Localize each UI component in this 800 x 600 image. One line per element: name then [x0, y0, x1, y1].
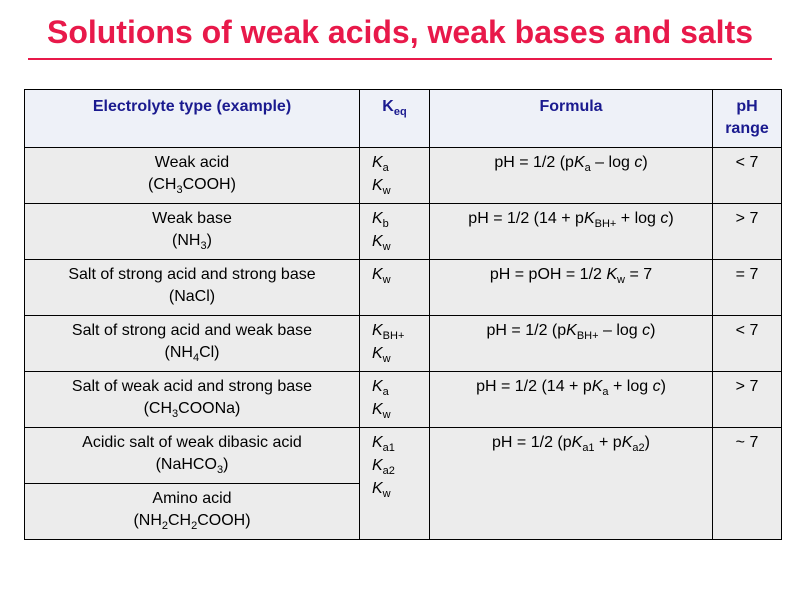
ph-range-cell: > 7 [713, 372, 782, 428]
keq-cell: $K_b$ $K_w$ [360, 204, 430, 260]
electrolyte-cell [25, 316, 360, 372]
table-row [25, 148, 782, 204]
table-row [25, 204, 782, 260]
table-header-row [25, 90, 782, 148]
ph-range-cell: ~ 7 [713, 428, 782, 540]
header-ph: pH [736, 98, 758, 115]
page-title: Solutions of weak acids, weak bases and salts [46, 14, 754, 50]
ph-range-cell: < 7 [713, 316, 782, 372]
keq-cell: $K_{a1}$ $K_{a2}$ $K_w$ [360, 428, 430, 540]
electrolyte-type: Weak acid [154, 154, 230, 171]
keq-cell: $K_a$ $K_w$ [360, 148, 430, 204]
formula-cell: pH = 1/2 $(14 + pK_{BH+} + \log c)$ [430, 204, 713, 260]
electrolyte-example: $(NH_2CH_2COOH)$ [133, 512, 251, 532]
electrolyte-type: Salt of weak acid and strong base [71, 378, 313, 395]
electrolyte-type: Salt of strong acid and strong base [68, 266, 316, 283]
formula-cell: pH = 1/2 $(pK_{a1} + pK_{a2})$ [430, 428, 713, 540]
electrolyte-example: $(NH_3)$ [172, 232, 212, 252]
electrolyte-type: Amino acid [152, 490, 232, 507]
electrolyte-cell [25, 428, 360, 484]
electrolyte-example: (NaCl) [168, 288, 216, 305]
ph-range-cell: = 7 [713, 260, 782, 316]
table-row [25, 260, 782, 316]
keq-cell: $K_{BH+}$ $K_w$ [360, 316, 430, 372]
electrolyte-cell [25, 148, 360, 204]
electrolyte-example: $(CH_3COONa)$ [143, 400, 241, 420]
electrolyte-example: $(NH_4Cl)$ [164, 344, 220, 364]
header-formula: Formula [430, 90, 713, 148]
formula-cell: pH = 1/2 ($pK_a$ – log c) [430, 148, 713, 204]
header-ph-range [713, 90, 782, 148]
formula-cell: pH = pOH = 1/2 $K_w = 7$ [430, 260, 713, 316]
electrolyte-type: Salt of strong acid and weak base [71, 322, 313, 339]
table-row [25, 316, 782, 372]
keq-cell: $K_a$ $K_w$ [360, 372, 430, 428]
header-keq [360, 90, 430, 148]
electrolyte-type: Weak base [152, 210, 232, 227]
keq-cell: $K_w$ [360, 260, 430, 316]
electrolyte-cell [25, 484, 360, 540]
electrolyte-cell [25, 260, 360, 316]
title-underline [28, 58, 772, 60]
electrolyte-example: (NaHCO$_3$) [155, 456, 229, 476]
ph-range-cell: < 7 [713, 148, 782, 204]
table-row [25, 372, 782, 428]
header-keq-sub: eq [393, 106, 407, 118]
header-electrolyte-type: Electrolyte type (example) [25, 90, 360, 148]
electrolyte-cell [25, 204, 360, 260]
electrolyte-table [24, 89, 782, 540]
formula-cell: pH = 1/2 ($pK_{BH+}$ – log c) [430, 316, 713, 372]
table-row [25, 428, 782, 484]
formula-cell: pH = 1/2 $(14 + pK_a + \log c)$ [430, 372, 713, 428]
ph-range-cell: > 7 [713, 204, 782, 260]
electrolyte-cell [25, 372, 360, 428]
header-range: range [725, 120, 769, 137]
header-keq-main: K [382, 98, 394, 115]
electrolyte-type: Acidic salt of weak dibasic acid [82, 434, 302, 451]
electrolyte-example: $(CH_3COOH)$ [148, 176, 236, 196]
